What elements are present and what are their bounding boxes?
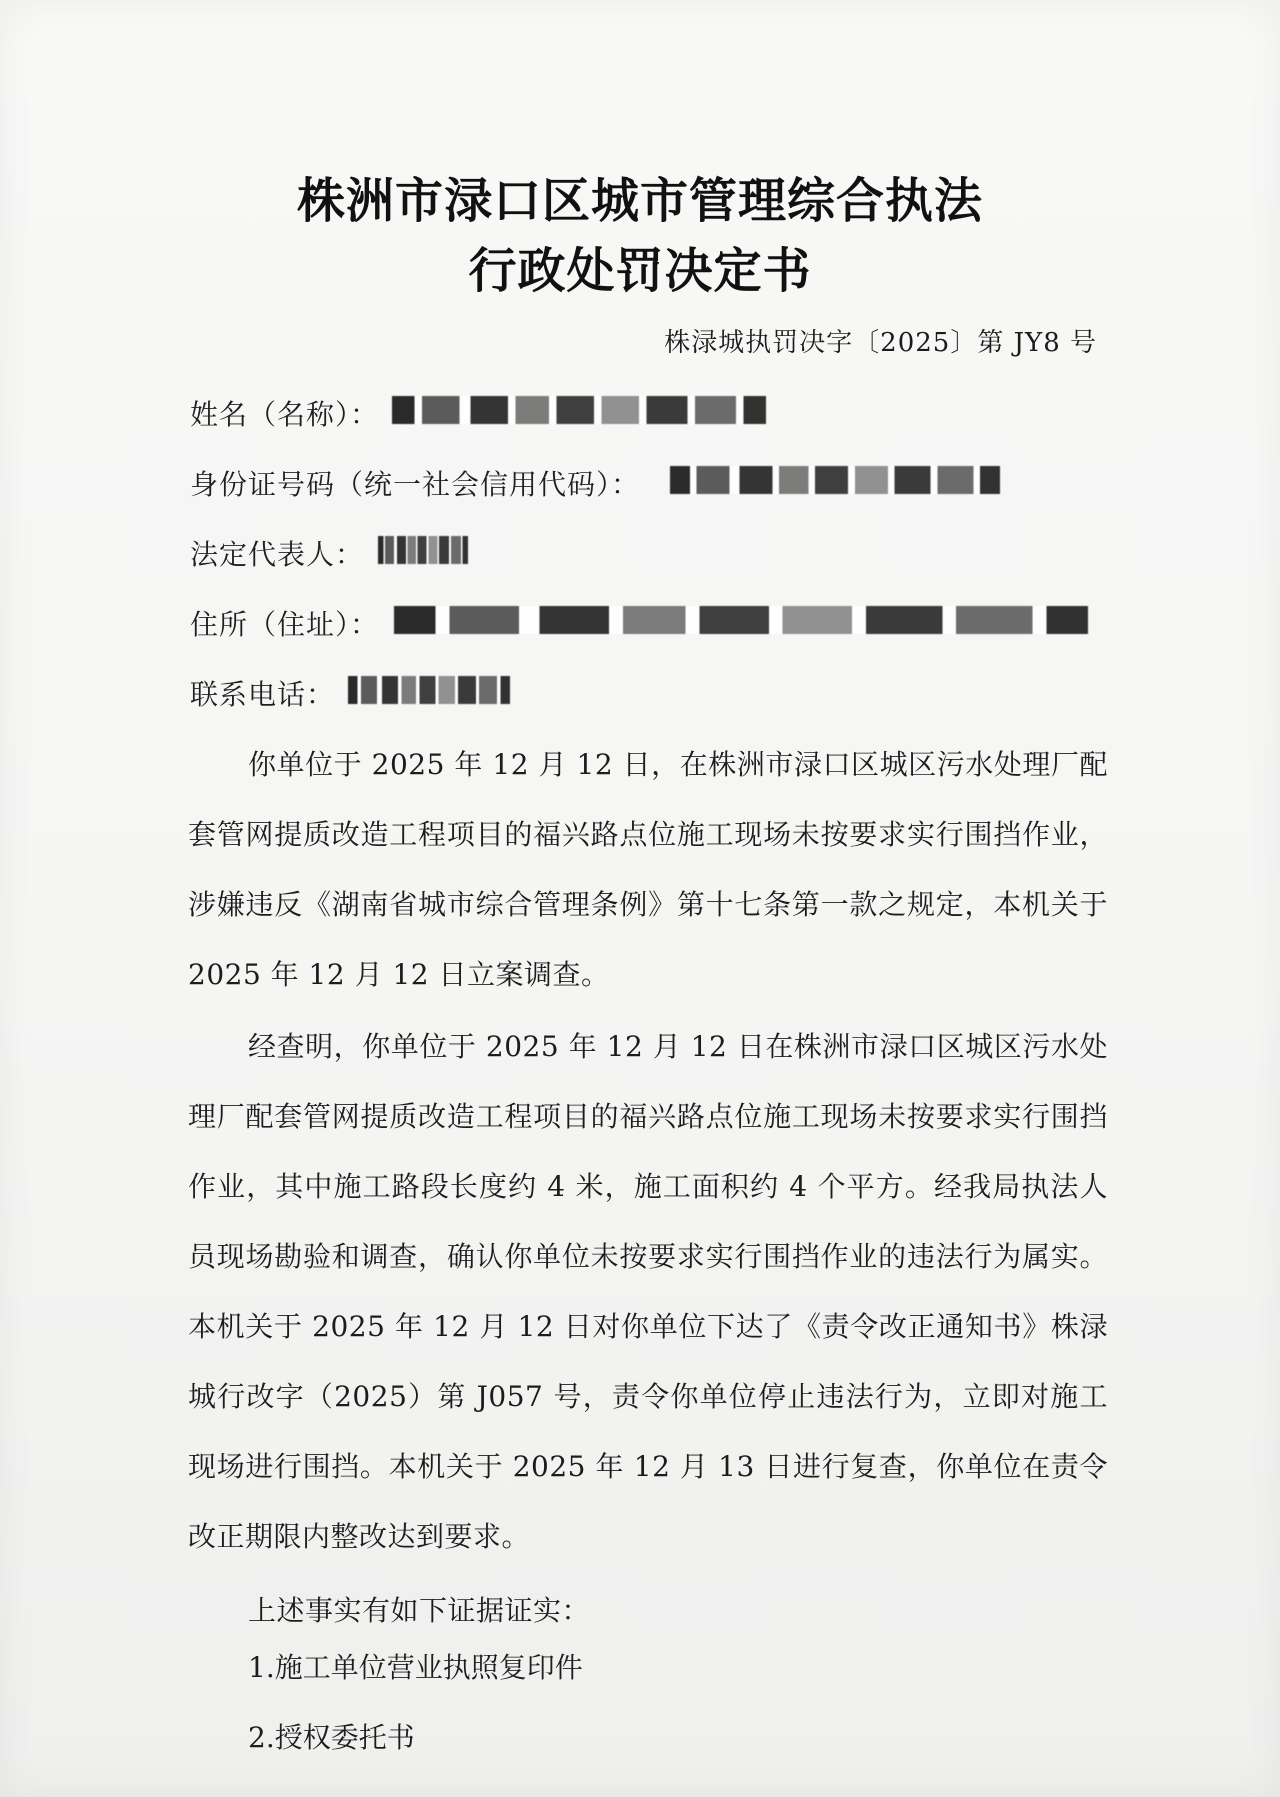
id-number-redaction — [670, 466, 1000, 494]
document-title-line-2: 行政处罚决定书 — [468, 243, 812, 299]
evidence-item-1: 1.施工单位营业执照复印件 — [248, 1651, 583, 1684]
address-redaction — [394, 606, 1088, 634]
phone-redaction — [348, 676, 510, 704]
name-redaction — [392, 396, 766, 424]
paragraph-2: 经查明，你单位于 2025 年 12 月 12 日在株洲市渌口区城区污水处理厂配套管网提质改造工程项目的福兴路点位施工现场未按要求实行围挡作业，其中施工路段长度约 4 米，施工面积约 4 个平方。经我局执法人员现场勘验和调查，确认你单位未按要求实行围挡作业的违法行为属实。本机关于 2025 年 12 月 12 日对你单位下达了《责令改正通知书》株渌城行改字（2025）第 J057 号，责令你单位停止违法行为，立即对施工现场进行围挡。本机关于 2025 年 12 月 13 日进行复查，你单位在责令改正期限内整改达到要求。 — [188, 1030, 1108, 1553]
name-label: 姓名（名称）： — [190, 398, 380, 431]
document-title-line-1: 株洲市渌口区城市管理综合执法 — [296, 173, 983, 229]
paragraph-3: 上述事实有如下证据证实： — [248, 1594, 591, 1627]
phone-label: 联系电话： — [190, 678, 336, 711]
paragraph-1: 你单位于 2025 年 12 月 12 日，在株洲市渌口区城区污水处理厂配套管网提质改造工程项目的福兴路点位施工现场未按要求实行围挡作业，涉嫌违反《湖南省城市综合管理条例》第十七条第一款之规定，本机关于 2025 年 12 月 12 日立案调查。 — [188, 748, 1108, 991]
legal-representative-redaction — [378, 536, 468, 564]
legal-representative-label: 法定代表人： — [190, 538, 365, 571]
document-number: 株渌城执罚决字〔2025〕第 JY8 号 — [664, 328, 1097, 358]
address-label: 住所（住址）： — [190, 608, 380, 641]
id-number-label: 身份证号码（统一社会信用代码）： — [190, 468, 641, 501]
evidence-item-2: 2.授权委托书 — [248, 1721, 415, 1754]
